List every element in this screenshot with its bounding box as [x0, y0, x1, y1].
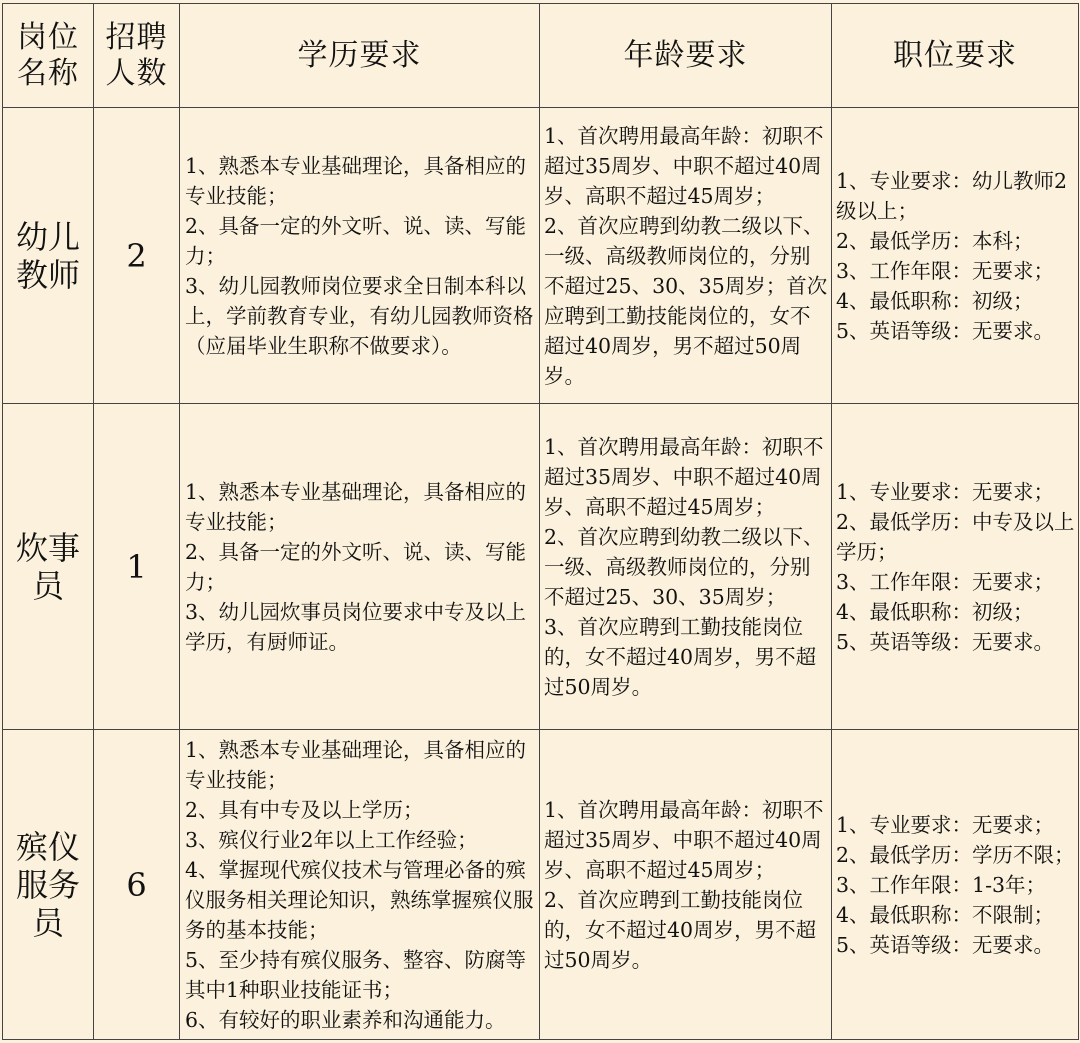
header-hire-count [94, 4, 180, 108]
education-cell [180, 108, 540, 404]
job-requirement-item: 1、专业要求：无要求； [836, 479, 1055, 504]
hire-count-cell: 2 [94, 108, 180, 404]
education-cell [180, 730, 540, 1040]
job-requirement-item: 4、最低职称：初级； [836, 288, 1034, 313]
position-name-line: 殡仪 [15, 827, 80, 866]
education-item: 3、幼儿园教师岗位要求全日制本科以上，学前教育专业，有幼儿园教师资格（应届毕业生职称不做要求）。 [185, 273, 534, 358]
education-item: 4、掌握现代殡仪技术与管理必备的殡仪服务相关理论知识，熟练掌握殡仪服务的基本技能； [185, 857, 534, 942]
table-row [3, 108, 1079, 404]
table-row [3, 404, 1079, 730]
recruitment-table [2, 3, 1079, 1040]
position-name-line: 教师 [15, 255, 80, 294]
education-item: 2、具有中专及以上学历； [185, 797, 424, 822]
header-hire-count-line: 人数 [105, 55, 168, 91]
age-item: 1、首次聘用最高年龄：初职不超过35周岁、中职不超过40周岁、高职不超过45周岁； [544, 434, 824, 519]
header-position-name [3, 4, 94, 108]
education-item: 6、有较好的职业素养和沟通能力。 [185, 1007, 506, 1032]
header-education: 学历要求 [180, 4, 540, 108]
position-name-line: 服务 [15, 865, 80, 904]
job-requirement-item: 5、英语等级：无要求。 [836, 932, 1055, 957]
job-requirement-item: 3、工作年限：无要求； [836, 258, 1055, 283]
age-cell [540, 404, 832, 730]
job-requirement-item: 3、工作年限：1-3年； [836, 872, 1047, 897]
age-item: 2、首次应聘到幼教二级以下、一级、高级教师岗位的，分别不超过25、30、35周岁； [544, 524, 824, 609]
education-cell [180, 404, 540, 730]
job-requirement-item: 1、专业要求：无要求； [836, 812, 1055, 837]
age-item: 2、首次应聘到工勤技能岗位的，女不超过40周岁，男不超过50周岁。 [544, 887, 817, 972]
position-name-line: 员 [31, 566, 64, 605]
position-name-cell [3, 404, 94, 730]
job-requirement-item: 3、工作年限：无要求； [836, 569, 1055, 594]
age-item: 2、首次应聘到幼教二级以下、一级、高级教师岗位的，分别不超过25、30、35周岁；首次应聘到工勤技能岗位的，女不超过40周岁，男不超过50周岁。 [544, 213, 828, 388]
hire-count-cell: 1 [94, 404, 180, 730]
position-name-line: 炊事 [15, 528, 80, 567]
age-item: 1、首次聘用最高年龄：初职不超过35周岁、中职不超过40周岁、高职不超过45周岁； [544, 123, 824, 208]
position-name-line: 员 [31, 903, 64, 942]
job-requirement-item: 2、最低学历：学历不限； [836, 842, 1075, 867]
age-cell [540, 730, 832, 1040]
education-item: 2、具备一定的外文听、说、读、写能力； [185, 539, 527, 594]
position-name-line: 幼儿 [15, 217, 80, 256]
job-requirement-item: 5、英语等级：无要求。 [836, 318, 1055, 343]
job-requirement-item: 5、英语等级：无要求。 [836, 629, 1055, 654]
job-requirement-item: 4、最低职称：不限制； [836, 902, 1055, 927]
header-row [3, 4, 1079, 108]
job-requirement-cell [832, 404, 1079, 730]
education-item: 3、幼儿园炊事员岗位要求中专及以上学历，有厨师证。 [185, 599, 527, 654]
age-item: 3、首次应聘到工勤技能岗位的，女不超过40周岁，男不超过50周岁。 [544, 614, 817, 699]
education-item: 2、具备一定的外文听、说、读、写能力； [185, 213, 527, 268]
job-requirement-item: 1、专业要求：幼儿教师2级以上； [836, 168, 1068, 223]
job-requirement-item: 2、最低学历：中专及以上学历； [836, 509, 1075, 564]
header-position-name-line: 岗位 [17, 19, 79, 55]
position-name-cell [3, 108, 94, 404]
age-cell [540, 108, 832, 404]
age-item: 1、首次聘用最高年龄：初职不超过35周岁、中职不超过40周岁、高职不超过45周岁； [544, 797, 824, 882]
education-item: 1、熟悉本专业基础理论，具备相应的专业技能； [185, 153, 527, 208]
job-requirement-cell [832, 108, 1079, 404]
header-age: 年龄要求 [540, 4, 832, 108]
job-requirement-cell [832, 730, 1079, 1040]
education-item: 5、至少持有殡仪服务、整容、防腐等其中1种职业技能证书； [185, 947, 527, 1002]
position-name-cell [3, 730, 94, 1040]
job-requirement-item: 4、最低职称：初级； [836, 599, 1034, 624]
table-row [3, 730, 1079, 1040]
job-requirement-item: 2、最低学历：本科； [836, 228, 1034, 253]
education-item: 3、殡仪行业2年以上工作经验； [185, 827, 478, 852]
education-item: 1、熟悉本专业基础理论，具备相应的专业技能； [185, 737, 527, 792]
education-item: 1、熟悉本专业基础理论，具备相应的专业技能； [185, 479, 527, 534]
header-job: 职位要求 [832, 4, 1079, 108]
header-position-name-line: 名称 [17, 55, 79, 91]
header-hire-count-line: 招聘 [105, 19, 168, 55]
hire-count-cell: 6 [94, 730, 180, 1040]
